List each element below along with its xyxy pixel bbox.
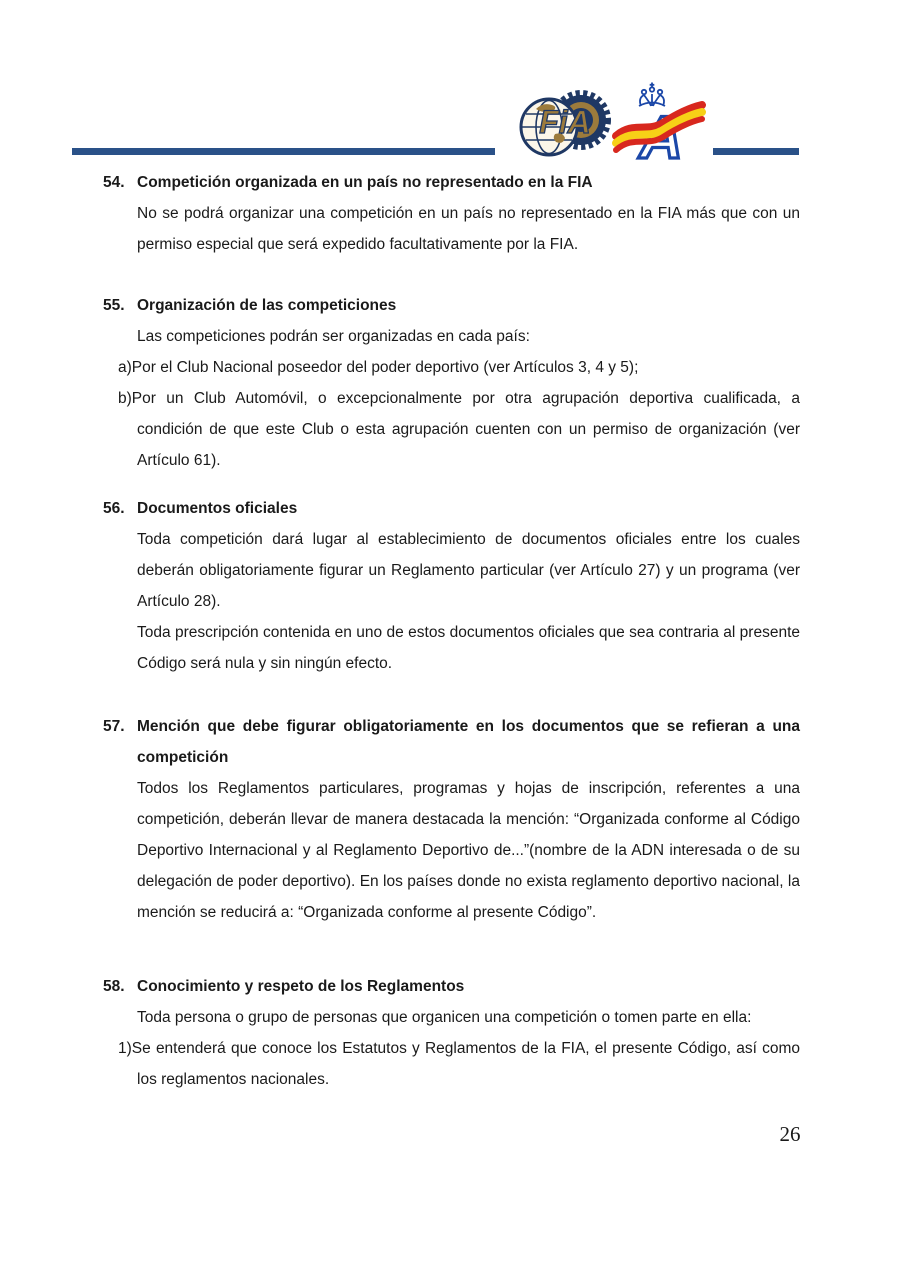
paragraph: Todos los Reglamentos particulares, programas y hojas de inscripción, referentes a una competición, deberán llevar de manera destacada la mención: “Organizada conforme al Código Deportivo Internacional y al Reglamento Deportivo de...”(nombre de la ADN interesada o de su delegación de poder deportivo). En los países donde no exista reglamento deportivo nacional, la mención se reducirá a: “Organizada conforme al presente Código”. <box>137 780 800 921</box>
section-title: Documentos oficiales <box>137 500 298 517</box>
section-number: 54. <box>103 174 125 191</box>
header-rule-right <box>713 148 799 155</box>
fia-logo-icon <box>519 88 613 160</box>
article-57 <box>103 711 800 928</box>
header-rule-left <box>72 148 495 155</box>
section-heading <box>103 493 800 524</box>
page-number: 26 <box>779 1122 801 1146</box>
fia-logo-letters: FiA <box>539 104 591 140</box>
section-heading <box>103 711 800 773</box>
section-number: 57. <box>103 718 125 735</box>
paragraph: Toda prescripción contenida en uno de estos documentos oficiales que sea contraria al presente Código será nula y sin ningún efecto. <box>137 624 800 672</box>
section-heading <box>103 167 800 198</box>
rfeda-logo-svg <box>611 79 707 163</box>
article-55 <box>103 290 800 476</box>
section-title: Mención que debe figurar obligatoriamente en los documentos que se refieran a una competición <box>137 718 800 766</box>
paragraph: Las competiciones podrán ser organizadas en cada país: <box>137 328 530 345</box>
section-number: 58. <box>103 978 125 995</box>
paragraph: Toda persona o grupo de personas que organicen una competición o tomen parte en ella: <box>137 1009 752 1026</box>
section-title: Competición organizada en un país no representado en la FIA <box>137 174 593 191</box>
section-number: 56. <box>103 500 125 517</box>
section-heading <box>103 971 800 1002</box>
section-title: Organización de las competiciones <box>137 297 397 314</box>
article-54 <box>103 167 800 260</box>
list-item: a)Por el Club Nacional poseedor del poder deportivo (ver Artículos 3, 4 y 5); <box>118 359 639 376</box>
list-item: b)Por un Club Automóvil, o excepcionalmente por otra agrupación deportiva cualificada, a condición de que este Club o esta agrupación cuenten con un permiso de organización (ver Artículo 61). <box>118 390 800 469</box>
paragraph: Toda competición dará lugar al establecimiento de documentos oficiales entre los cuales deberán obligatoriamente figurar un Reglamento particular (ver Artículo 27) y un programa (ver Artículo 28). <box>137 531 800 610</box>
article-58 <box>103 971 800 1095</box>
list-item: 1)Se entenderá que conoce los Estatutos y Reglamentos de la FIA, el presente Código, así como los reglamentos nacionales. <box>118 1040 800 1088</box>
section-number: 55. <box>103 297 125 314</box>
rfeda-logo-letter: A <box>639 104 683 163</box>
article-56 <box>103 493 800 679</box>
crown-icon <box>639 83 665 107</box>
paragraph: No se podrá organizar una competición en un país no representado en la FIA más que con un permiso especial que será expedido facultativamente por la FIA. <box>137 205 800 253</box>
rfeda-logo-icon <box>611 79 707 163</box>
fia-logo-svg <box>519 88 613 160</box>
section-title: Conocimiento y respeto de los Reglamentos <box>137 978 465 995</box>
section-heading <box>103 290 800 321</box>
